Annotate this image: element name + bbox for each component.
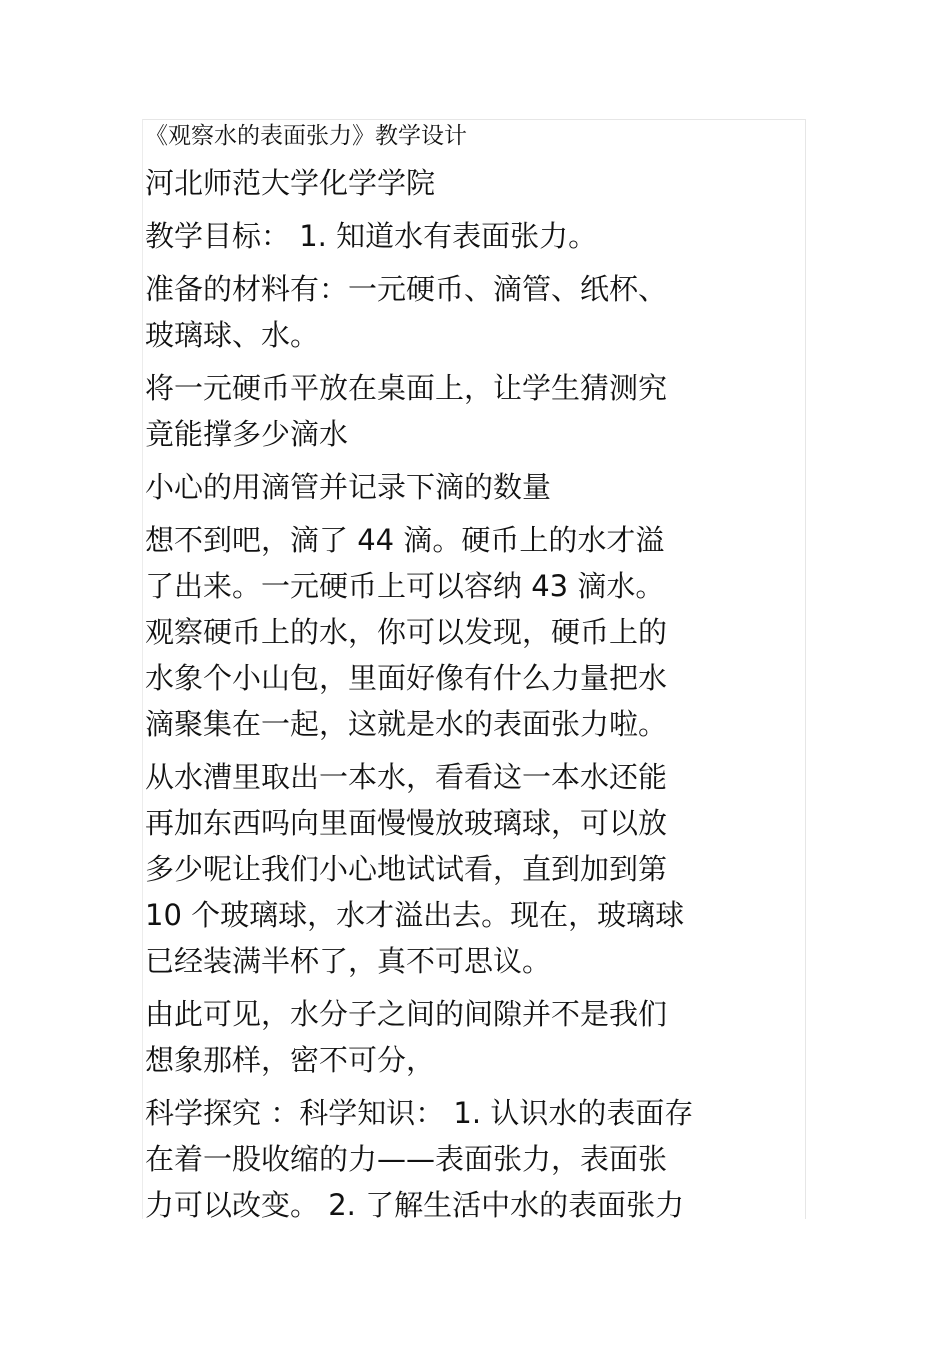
paragraph-conclusion [145, 991, 775, 1083]
paragraph-coin-result [145, 517, 775, 747]
paragraph-institution [145, 160, 775, 206]
text-line: 10 个玻璃球，水才溢出去。现在，玻璃球 [145, 898, 685, 932]
text-line: 滴聚集在一起，这就是水的表面张力啦。 [145, 707, 668, 741]
text-line: 玻璃球、水。 [145, 318, 320, 352]
document-body [145, 120, 775, 1235]
text-line: 河北师范大学化学学院 [145, 166, 436, 200]
text-line: 将一元硬币平放在桌面上，让学生猜测究 [145, 371, 668, 405]
document-title: 《观察水的表面张力》教学设计 [145, 123, 467, 149]
text-line: 竟能撑多少滴水 [145, 417, 349, 451]
text-line: 力可以改变。 2. 了解生活中水的表面张力 [145, 1188, 685, 1222]
paragraph-glass-balls [145, 754, 775, 984]
text-line: 在着一股收缩的力——表面张力，表面张 [145, 1142, 668, 1176]
text-line: 想象那样，密不可分， [145, 1043, 436, 1077]
text-line: 小心的用滴管并记录下滴的数量 [145, 470, 552, 504]
paragraph-materials [145, 266, 775, 358]
paragraph-teaching-goal [145, 213, 775, 259]
paragraph-coin-guess [145, 365, 775, 457]
text-line: 教学目标： 1. 知道水有表面张力。 [145, 219, 598, 253]
text-line: 已经装满半杯了，真不可思议。 [145, 944, 552, 978]
paragraph-dropper [145, 464, 775, 510]
text-line: 再加东西吗向里面慢慢放玻璃球，可以放 [145, 806, 668, 840]
text-line: 从水漕里取出一本水，看看这一本水还能 [145, 760, 668, 794]
text-line: 准备的材料有：一元硬币、滴管、纸杯、 [145, 272, 668, 306]
text-line: 由此可见，水分子之间的间隙并不是我们 [145, 997, 668, 1031]
text-line: 水象个小山包，里面好像有什么力量把水 [145, 661, 668, 695]
text-line: 科学探究 ：科学知识： 1. 认识水的表面存 [145, 1096, 694, 1130]
text-line: 了出来。一元硬币上可以容纳 43 滴水。 [145, 569, 665, 603]
paragraph-science-inquiry [145, 1090, 775, 1228]
text-line: 多少呢让我们小心地试试看，直到加到第 [145, 852, 668, 886]
text-line: 观察硬币上的水，你可以发现，硬币上的 [145, 615, 668, 649]
text-line: 想不到吧，滴了 44 滴。硬币上的水才溢 [145, 523, 665, 557]
